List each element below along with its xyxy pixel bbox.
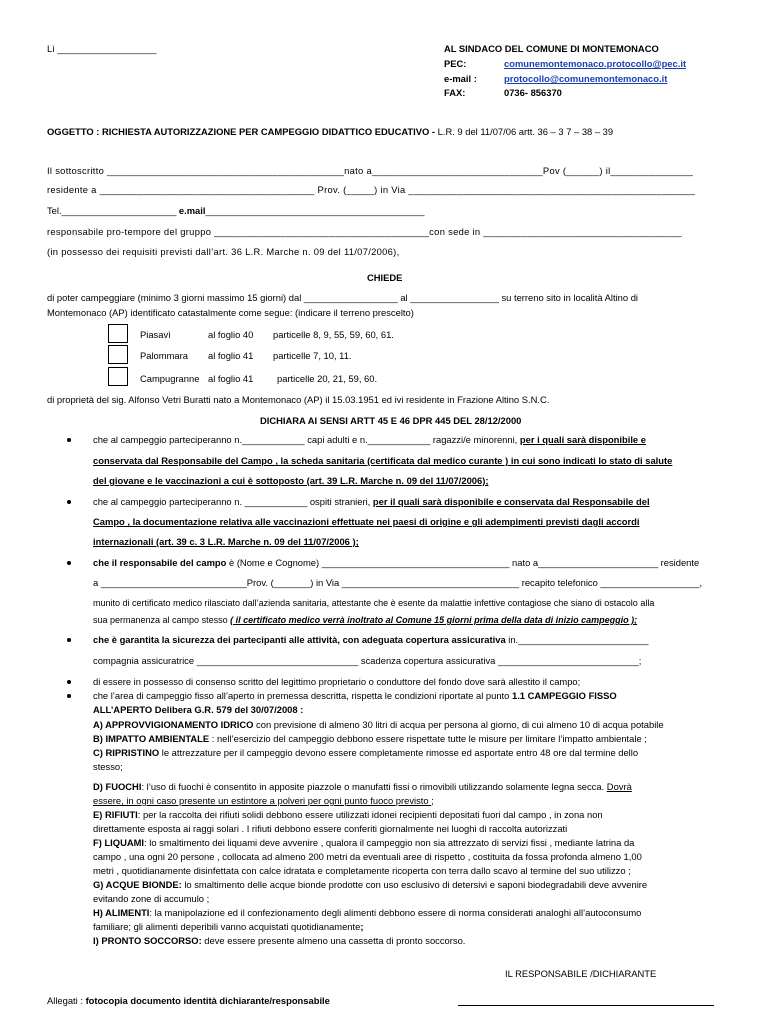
item-text-underlined: essere, in ogni caso presente un estintore a polveri per ogni punto fuoco previsto (93, 795, 432, 806)
b1-line-1[interactable] (93, 434, 646, 446)
subject-label: OGGETTO : RICHIESTA AUTORIZZAZIONE PER CAMPEGGIO DIDATTICO EDUCATIVO - (47, 126, 436, 137)
chiede-line-2: Montemonaco (AP) identificato catastalmente come segue: (indicare il terreno prescelto) (47, 307, 414, 318)
checkbox-piasavi[interactable] (108, 324, 128, 343)
pec-link[interactable]: comunemontemonaco.protocollo@pec.it (504, 58, 687, 69)
allegati-text: fotocopia documento identità dichiarante/responsabile (85, 995, 330, 1006)
email-link[interactable]: protocollo@comunemontemonaco.it (504, 73, 668, 84)
b1-line-2: conservata dal Responsabile del Campo , la scheda sanitaria (certificata dal medico curante ) in cui sono indicati lo stato di salute (93, 455, 673, 466)
chiede-line-1[interactable]: di poter campeggiare (minimo 3 giorni massimo 15 giorni) dal __________________ al _________________ su terreno sito in località Altino di (47, 292, 639, 303)
b2-line-1[interactable] (93, 496, 650, 508)
item-e (93, 809, 603, 821)
item-text-underlined: Dovrà (606, 781, 632, 792)
item-text: le attrezzature per il campeggio devono essere completamente rimosse ed asportate entro 48 ore dal termine dello (159, 747, 639, 758)
item-label: A) APPROVVIGIONAMENTO IDRICO (93, 719, 254, 730)
applicant-line-2[interactable]: residente a _______________________________________ Prov. (_____) in Via ____________________________________________________ (47, 184, 696, 195)
ownership: di proprietà del sig. Alfonso Vetri Buratti nato a Montemonaco (AP) il 15.03.1951 ed ivi residente in Frazione Altino S.N.C. (47, 394, 550, 405)
b2-emph: per il quali sarà disponibile e conservata dal Responsabile del (372, 496, 650, 507)
bullet (67, 561, 71, 565)
item-label: F) LIQUAMI (93, 837, 145, 848)
allegati (47, 995, 330, 1007)
option-name: Palommara (140, 350, 188, 361)
option-particelle: particelle 20, 21, 59, 60. (277, 373, 378, 384)
fax-value: 0736- 856370 (504, 87, 562, 98)
bullet (67, 694, 71, 698)
option-name: Campugranne (140, 373, 200, 384)
item-g (93, 879, 647, 891)
b1-line-3: del giovane e le vaccinazioni a cui è sottoposto (art. 39 L.R. Marche n. 09 del 11/07/2006); (93, 475, 489, 486)
bullet (67, 438, 71, 442)
item-f-cont: campo , una ogni 20 persone , collocata ad almeno 200 metri da eventuali aree di rispetto , costituita da fossa profonda almeno 1,00 (93, 851, 642, 862)
item-label: B) IMPATTO AMBIENTALE (93, 733, 210, 744)
option-foglio: al foglio 41 (208, 350, 254, 361)
item-text: lo smaltimento delle acque bionde prodotte con uso esclusivo di detersivi e saponi biodegradabili deve avvenire (181, 879, 648, 890)
b6-emph: 1.1 CAMPEGGIO FISSO (511, 690, 617, 701)
b4-emph: che è garantita la sicurezza dei partecipanti alle attività, con adeguata copertura assicurativa (93, 634, 506, 645)
b5-line: di essere in possesso di consenso scritto del legittimo proprietario o conduttore del fondo dove sarà allestito il campo; (93, 676, 581, 687)
item-b (93, 733, 647, 745)
b6-line-1 (93, 690, 617, 702)
item-text: ; (360, 921, 364, 932)
item-c-cont: stesso; (93, 761, 123, 772)
b3-text: sua permanenza al campo stesso (93, 615, 231, 625)
tel-field[interactable]: Tel.______________________ (47, 205, 177, 216)
item-text: : nell’esercizio del campeggio debbono essere rispettate tutte le misure per limitare l’impatto ambientale ; (209, 733, 647, 744)
item-text: : lo smaltimento dei liquami deve avvenire , qualora il campeggio non sia attrezzato di servizi fissi , mediante latrina da (144, 837, 635, 848)
allegati-label: Allegati : (47, 995, 86, 1006)
applicant-line-3[interactable] (47, 205, 424, 217)
bullet (67, 680, 71, 684)
chiede-heading: CHIEDE (367, 272, 403, 283)
item-f (93, 837, 634, 849)
item-label: D) FUOCHI (93, 781, 142, 792)
item-d (93, 781, 632, 793)
bullet (67, 500, 71, 504)
applicant-line-4[interactable]: responsabile pro-tempore del gruppo _______________________________________con sede in ____________________________________ (47, 226, 682, 237)
item-text: : l’uso di fuochi è consentito in apposite piazzole o manufatti fissi o rimovibili utilizzando solamente legna secca. (141, 781, 607, 792)
item-text: deve essere presente almeno una cassetta di pronto soccorso. (201, 935, 466, 946)
option-particelle: particelle 8, 9, 55, 59, 60, 61. (273, 329, 394, 340)
b3-line-2[interactable]: a ____________________________Prov. (_______) in Via __________________________________ recapito telefonico ___________________, (93, 577, 703, 588)
item-label: E) RIFIUTI (93, 809, 138, 820)
email-field-label: e.mail (178, 205, 206, 216)
dichiara-heading: DICHIARA AI SENSI ARTT 45 E 46 DPR 445 DEL 28/12/2000 (260, 415, 522, 426)
b4-line-1[interactable] (93, 634, 649, 646)
b3-emph: che il responsabile del campo (93, 557, 227, 568)
item-label: H) ALIMENTI (93, 907, 150, 918)
signature-line[interactable] (458, 1005, 714, 1006)
b3-emph: ( il certificato medico verrà inoltrato al Comune 15 giorni prima della data di inizio campeggio ); (230, 615, 638, 625)
item-d-cont (93, 795, 434, 807)
applicant-line-1[interactable]: Il sottoscritto ___________________________________________nato a_______________________________Pov (______) il_______________ (47, 165, 694, 176)
item-g-cont: evitando zone di accumulo ; (93, 893, 210, 904)
item-h (93, 907, 641, 919)
email-label: e-mail : (444, 73, 477, 84)
b3-line-4 (93, 614, 637, 626)
checkbox-campugranne[interactable] (108, 367, 128, 386)
b2-line-2: Campo , la documentazione relativa alle vaccinazioni effettuate nei paesi di origine e gli adempimenti previsti dagli accordi (93, 516, 640, 527)
item-a (93, 719, 664, 731)
pec-label: PEC: (444, 58, 467, 69)
b4-line-2[interactable]: compagnia assicuratrice _______________________________ scadenza copertura assicurativa ___________________________; (93, 655, 642, 666)
b4-text: in._________________________ (505, 634, 649, 645)
b3-line-1[interactable] (93, 557, 699, 569)
subject-ref: L.R. 9 del 11/07/06 artt. 36 – 3 7 – 38 – 39 (435, 126, 614, 137)
item-text: ; (431, 795, 434, 806)
b6-line-2: ALL’APERTO Delibera G.R. 579 del 30/07/2008 : (93, 704, 304, 715)
b3-line-3: munito di certificato medico rilasciato dall’azienda sanitaria, attestante che è esente da malattie infettive contagiose che siano di ostacolo alla (93, 598, 655, 608)
item-i (93, 935, 465, 947)
option-foglio: al foglio 40 (208, 329, 254, 340)
place-date: Lì ___________________ (47, 43, 157, 54)
item-c (93, 747, 638, 759)
addressee: AL SINDACO DEL COMUNE DI MONTEMONACO (444, 43, 659, 54)
signer-label: IL RESPONSABILE /DICHIARANTE (505, 968, 657, 979)
item-e-cont: direttamente esposta ai raggi solari . I rifiuti debbono essere conferiti giornalmente nei luoghi di raccolta autorizzati (93, 823, 568, 834)
item-text: con previsione di almeno 30 litri di acqua per persona al giorno, di cui almeno 10 di acqua potabile (253, 719, 664, 730)
item-text: familiare; gli alimenti deperibili vanno acquistati quotidianamente (93, 921, 361, 932)
item-label: G) ACQUE BIONDE: (93, 879, 182, 890)
fax-label: FAX: (444, 87, 466, 98)
subject (47, 126, 613, 138)
b3-text: è (Nome e Cognome) ____________________________________ nato a_______________________ residente (226, 557, 700, 568)
bullet (67, 638, 71, 642)
option-foglio: al foglio 41 (208, 373, 254, 384)
email-field[interactable]: __________________________________________ (205, 205, 425, 216)
b2-text: che al campeggio parteciperanno n. ____________ ospiti stranieri, (93, 496, 373, 507)
item-f-cont: metri , quotidianamente disinfettata con calce idratata e completamente ricoperta con terra dallo scavo al termine del suo utilizzo ; (93, 865, 631, 876)
b2-line-3: internazionali (art. 39 c. 3 L.R. Marche n. 09 del 11/07/2006 ); (93, 536, 359, 547)
applicant-line-5: (in possesso dei requisiti previsti dall’art. 36 L.R. Marche n. 09 del 11/07/2006), (47, 246, 400, 257)
item-text: : per la raccolta dei rifiuti solidi debbono essere utilizzati idonei recipienti depositati fuori dal campo , in zona non (137, 809, 603, 820)
b1-emph: per i quali sarà disponibile e (519, 434, 646, 445)
b1-text: che al campeggio parteciperanno n.____________ capi adulti e n.____________ ragazzi/e minorenni, (93, 434, 520, 445)
checkbox-palommara[interactable] (108, 345, 128, 364)
option-name: Piasavì (140, 329, 171, 340)
item-label: C) RIPRISTINO (93, 747, 160, 758)
item-h-cont (93, 921, 363, 933)
item-label: I) PRONTO SOCCORSO: (93, 935, 202, 946)
b6-text: che l’area di campeggio fisso all’aperto in premessa descritta, rispetta le condizioni riportate al punto (93, 690, 512, 701)
item-text: : la manipolazione ed il confezionamento degli alimenti debbono essere di norma considerati analoghi all’autoconsumo (149, 907, 642, 918)
option-particelle: particelle 7, 10, 11. (273, 350, 352, 361)
